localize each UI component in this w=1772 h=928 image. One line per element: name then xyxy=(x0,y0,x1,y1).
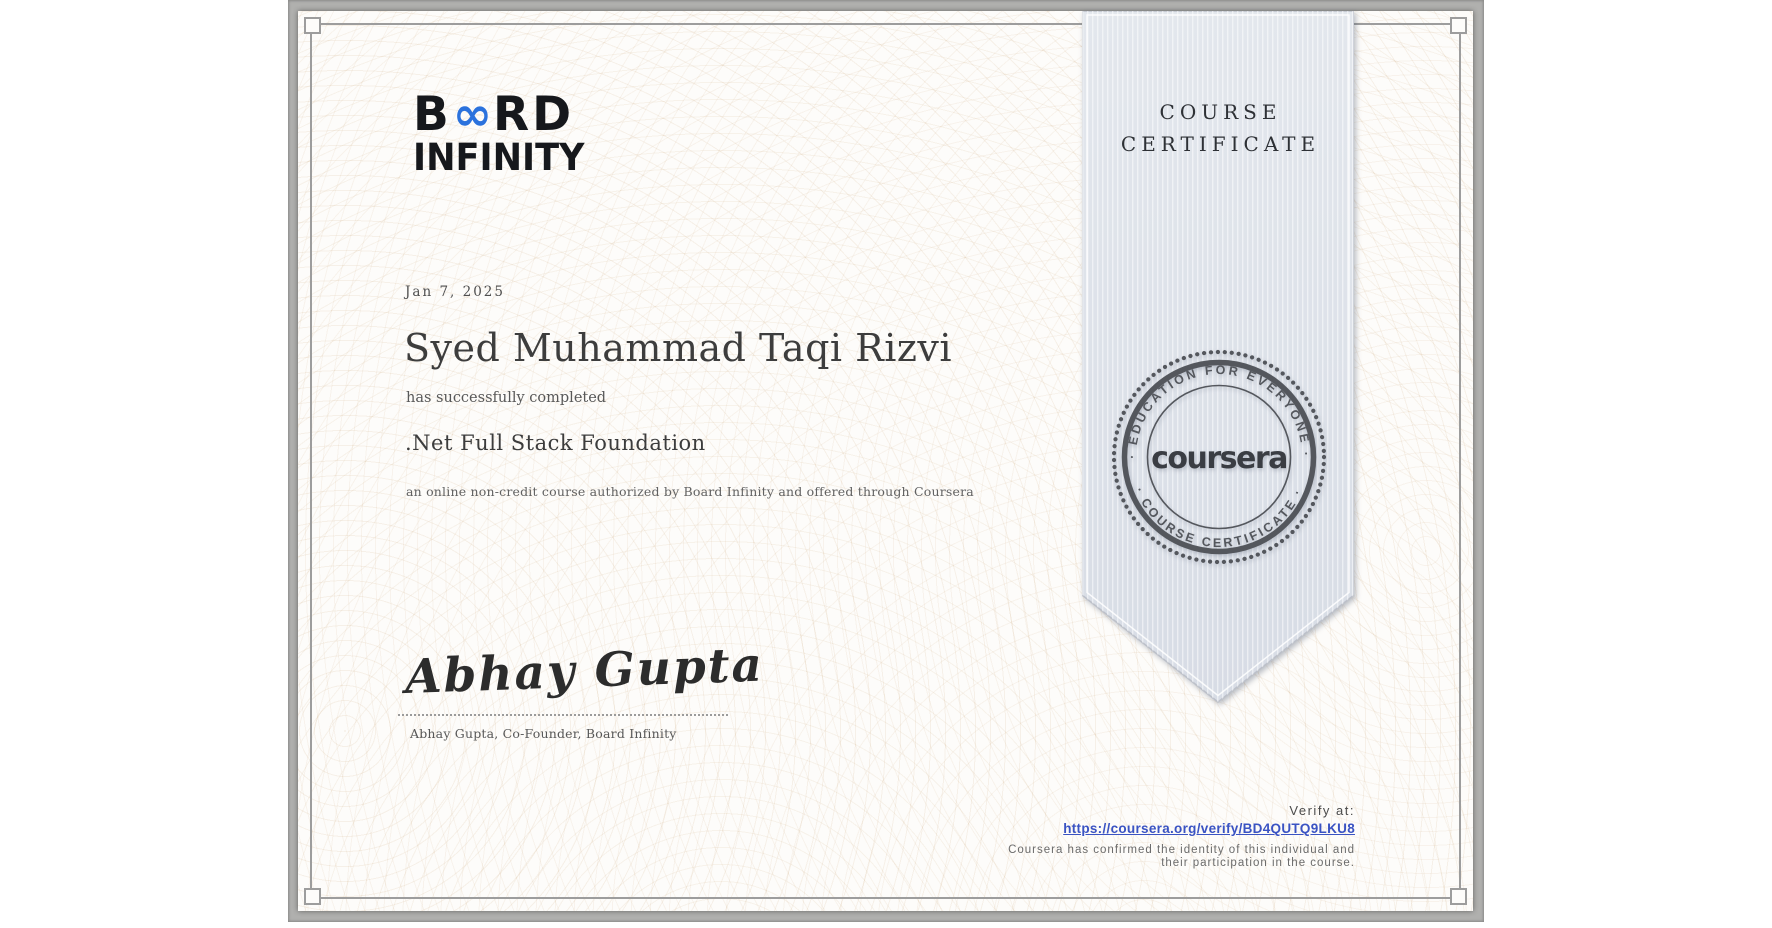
verify-label: Verify at: xyxy=(1289,803,1355,818)
signature-caption: Abhay Gupta, Co-Founder, Board Infinity xyxy=(410,726,677,741)
verify-link[interactable]: https://coursera.org/verify/BD4QUTQ9LKU8 xyxy=(1063,821,1355,836)
recipient-name: Syed Muhammad Taqi Rizvi xyxy=(404,326,953,370)
board-infinity-logo xyxy=(413,87,594,179)
signature-script: Abhay Gupta xyxy=(404,637,765,705)
logo-letter-b: B xyxy=(413,87,452,142)
seal-arc-top-text: · EDUCATION FOR EVERYONE · xyxy=(1124,362,1314,459)
logo-line-infinity: INFINITY xyxy=(413,136,585,179)
border-corner-ornament xyxy=(1450,888,1467,905)
ribbon-title-line1: COURSE xyxy=(1159,100,1282,124)
border-corner-ornament xyxy=(1450,17,1467,34)
border-corner-ornament xyxy=(304,888,321,905)
course-description: an online non-credit course authorized by Board Infinity and offered through Coursera xyxy=(406,484,974,499)
coursera-wordmark: coursera xyxy=(1151,441,1287,476)
course-title: .Net Full Stack Foundation xyxy=(405,431,706,455)
border-corner-ornament xyxy=(304,17,321,34)
ribbon-title-line2: CERTIFICATE xyxy=(1120,132,1321,156)
seal-arc-bottom-text: · COURSE CERTIFICATE · xyxy=(1132,485,1306,551)
verify-disclaimer-line2: their participation in the course. xyxy=(1161,857,1355,869)
ribbon-title xyxy=(1082,96,1354,160)
certificate-frame xyxy=(288,0,1484,922)
verify-disclaimer-line1: Coursera has confirmed the identity of this individual and xyxy=(1008,844,1355,856)
logo-letters-rd: RD xyxy=(492,87,575,142)
signature-line xyxy=(398,714,728,716)
infinity-icon: ∞ xyxy=(452,87,492,142)
verify-disclaimer xyxy=(895,844,1355,870)
completion-text: has successfully completed xyxy=(406,390,607,406)
verify-section xyxy=(895,803,1355,870)
coursera-seal xyxy=(1099,337,1339,577)
issue-date: Jan 7, 2025 xyxy=(405,284,505,300)
logo-line-board xyxy=(413,87,594,142)
